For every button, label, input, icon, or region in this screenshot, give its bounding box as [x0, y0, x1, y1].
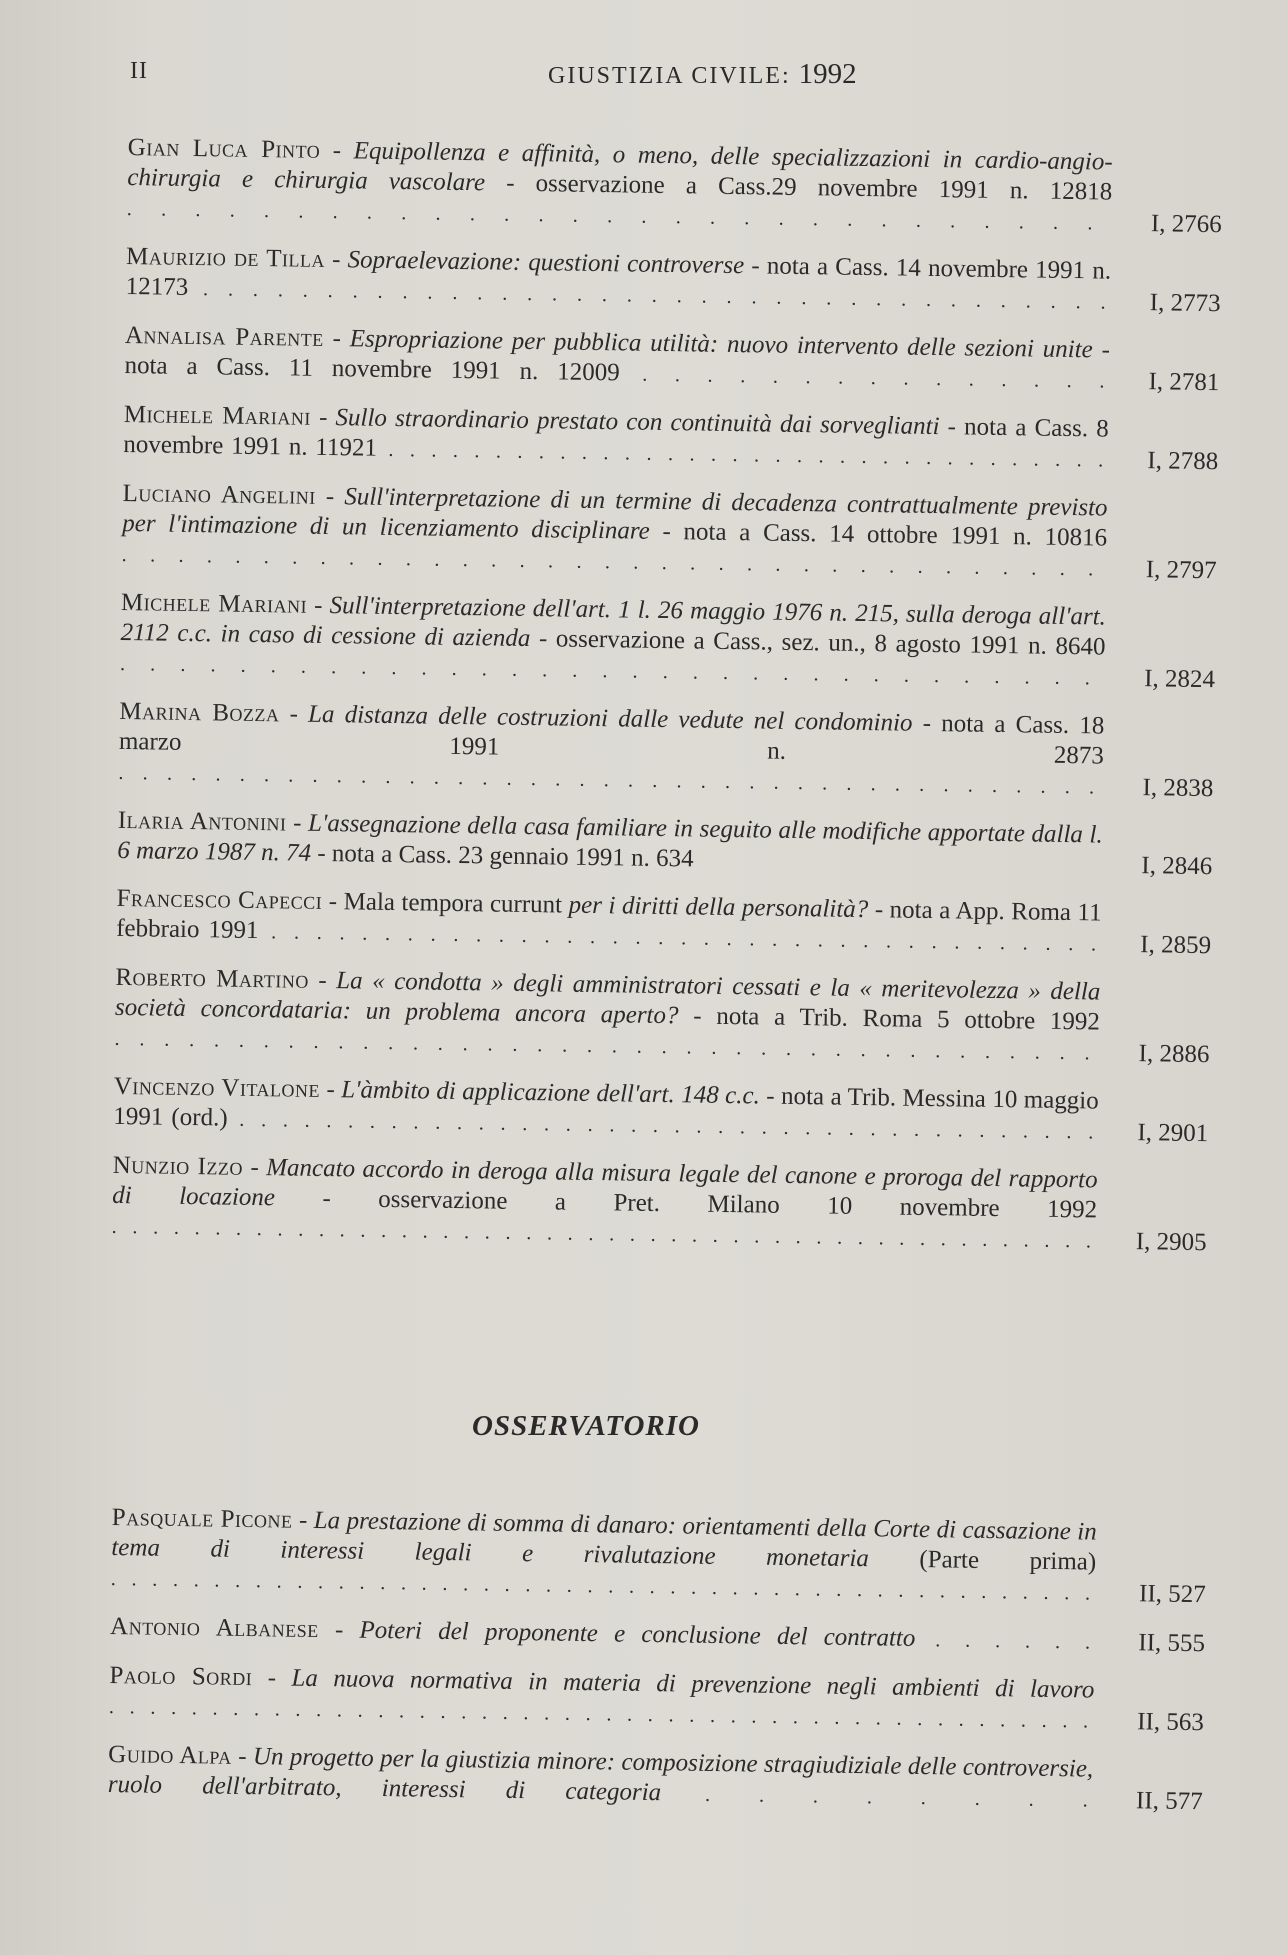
entry-title-upright: Mala tempora currunt	[343, 888, 569, 919]
dot-leader: . . . . . . . . . . . . . . . . . . . . . . . . . . . . . . . . . . . . . . . .	[114, 1027, 1095, 1065]
entry-author: Ilaria Antonini	[117, 806, 287, 837]
osservatorio-contents	[107, 1503, 1242, 1836]
entry-title: Mancato accordo in deroga alla misura legale del canone e proroga del rapporto di locazione	[112, 1154, 1098, 1212]
entry-text	[114, 963, 1100, 1069]
entry-separator: -	[310, 403, 336, 432]
entry-text	[117, 806, 1103, 881]
page-reference	[1103, 773, 1213, 805]
page-reference	[1110, 288, 1220, 320]
page-reference	[1095, 1628, 1205, 1660]
entry-separator: -	[292, 1506, 314, 1534]
entry-separator: -	[318, 1616, 360, 1644]
dot-leader: . . . . . .	[915, 1628, 1096, 1654]
dot-leader: . . . . . . . . . . . . . . . . . . . . . . . . . . . . . . . . . .	[376, 438, 1109, 472]
entry-author: Vincenzo Vitalone	[113, 1072, 321, 1103]
page-ref-number: 2773	[1170, 289, 1221, 318]
entry-text	[124, 321, 1110, 397]
page-ref-number: 2766	[1171, 210, 1222, 239]
entry-separator: -	[320, 136, 354, 165]
page-reference	[1096, 1226, 1206, 1258]
volume: I,	[1140, 931, 1156, 959]
dot-leader: . . . . . . . . . . . . . . . . . . . . . . . . . . . . . . . . . . . . . . . . . . . . . . . .	[110, 1567, 1096, 1605]
entry-text	[112, 1151, 1098, 1257]
dot-leader: . . . . . . . . . . . . . . . . . . . . . . . . . . . . . . . . . . . . . . . . .	[118, 761, 1100, 799]
entry-citation: - osservazione a Cass., sez. un., 8 agosto 1991 n. 8640	[530, 625, 1106, 661]
entry-title: L'assegnazione della casa familiare in seguito alle modifiche apportate dalla l. 6 marzo 1987 n. 74	[117, 809, 1103, 867]
page-reference	[1101, 930, 1211, 962]
entry-title: Sull'interpretazione dell'art. 1 l. 26 maggio 1976 n. 215, sulla deroga all'art. 2112 c.c. in caso di cessione di azienda	[120, 592, 1107, 653]
page-ref-number: 2905	[1156, 1228, 1207, 1257]
entry-text	[109, 1661, 1095, 1737]
volume: I,	[1149, 289, 1165, 317]
entry-title: Equipollenza e affinità, o meno, delle specializzazioni in cardio-angio-chirurgia e chirurgia vascolare	[127, 137, 1113, 197]
entry-citation: - nota a Cass. 11 novembre 1991 n. 12009	[124, 336, 1111, 387]
entry-title: Espropriazione per pubblica utilità: nuovo intervento delle sezioni unite	[349, 325, 1093, 364]
entry-title: La nuova normativa in materia di prevenzione negli ambienti di lavoro	[291, 1664, 1095, 1704]
dot-leader: . . . . . . . . . . . . . . . . . . . . . . . . . . . . . . . . . . . . . . . . . . . . . . . .	[111, 1215, 1097, 1253]
page-reference	[1092, 1786, 1202, 1818]
entry-text	[127, 133, 1113, 239]
dot-leader: . . . . . . . . . . . . . . . . . . . . . . . . . . . . . . . . . . . . .	[258, 921, 1102, 956]
toc-entry	[120, 588, 1251, 696]
entry-citation: - nota a Cass. 23 gennaio 1991 n. 634	[310, 839, 694, 873]
page-ref-number: 2886	[1159, 1040, 1210, 1069]
toc-entry	[122, 479, 1253, 587]
entry-text	[110, 1612, 1095, 1658]
dot-leader: . . . . . . . . . . . . . . . . . . . . . . . . . . . . .	[126, 197, 1098, 235]
entry-title: per i diritti della personalità?	[568, 891, 869, 924]
entry-citation: - nota a Cass. 14 novembre 1991 n. 12173	[125, 252, 1112, 301]
entry-author: Francesco Capecci	[116, 884, 323, 915]
entry-citation: - nota a Trib. Roma 5 ottobre 1992	[678, 1002, 1101, 1036]
volume: I,	[1142, 774, 1158, 802]
entry-title: La distanza delle costruzioni dalle vedute nel condominio	[307, 700, 913, 737]
entry-title: Sullo straordinario prestato con continuità dai sorveglianti	[335, 404, 940, 441]
page-ref-number: 555	[1167, 1629, 1206, 1658]
toc-entry	[118, 697, 1249, 805]
page-reference	[1112, 209, 1222, 241]
toc-entry	[109, 1661, 1240, 1739]
volume: I,	[1147, 447, 1163, 475]
entry-text	[123, 400, 1109, 476]
toc-entry	[123, 400, 1254, 478]
toc-entry	[117, 806, 1248, 883]
toc-entry	[125, 242, 1256, 320]
entry-text	[116, 884, 1102, 960]
page-ref-number: 563	[1166, 1708, 1205, 1737]
toc-entry	[124, 321, 1255, 399]
entry-author: Paolo Sordi	[109, 1661, 253, 1692]
volume: I,	[1148, 368, 1164, 396]
entry-author: Gian Luca Pinto	[127, 133, 321, 164]
entry-separator: -	[308, 966, 337, 995]
entry-separator: -	[315, 482, 345, 511]
entry-citation: - osservazione a Pret. Milano 10 novembre 1992	[274, 1184, 1098, 1224]
entry-title: L'àmbito di applicazione dell'art. 148 c.c.	[341, 1076, 761, 1110]
volume: I,	[1135, 1228, 1151, 1256]
entry-text	[118, 697, 1104, 803]
toc-entry	[111, 1503, 1242, 1611]
entry-separator: -	[306, 591, 330, 620]
page-ref-number: 527	[1168, 1580, 1206, 1609]
entry-title: Un progetto per la giustizia minore: composizione stragiudiziale delle controversie, ruolo dell'arbitrato, interessi di categoria	[107, 1743, 1094, 1807]
entry-separator: -	[324, 245, 348, 274]
page-ref-number: 2901	[1158, 1119, 1209, 1148]
page-reference	[1098, 1118, 1208, 1150]
dot-leader: . . . . . . . . . . . . . . . . . . . . . . . . . . . . . . . . .	[119, 652, 1096, 690]
entry-author: Pasquale Picone	[111, 1503, 293, 1534]
entry-author: Nunzio Izzo	[112, 1151, 244, 1181]
entry-author: Roberto Martino	[115, 963, 310, 994]
entry-separator: -	[319, 1075, 342, 1104]
toc-entry	[116, 884, 1247, 962]
table-of-contents	[111, 133, 1258, 1277]
entry-title: La « condotta » degli amministratori cessati e la « meritevolezza » della società concordataria: un problema ancora aperto?	[114, 967, 1101, 1030]
page-ref-number: 577	[1164, 1787, 1203, 1816]
dot-leader: . . . . . . . . . . . . . . . . . . . . . . . . . . . . . . . . . . . . . . . .	[227, 1108, 1099, 1144]
entry-separator: -	[322, 887, 344, 916]
entry-title: Sopraelevazione: questioni controverse	[347, 246, 745, 280]
toc-entry	[108, 1740, 1239, 1818]
entry-title: Poteri del proponente e conclusione del contratto	[359, 1616, 916, 1652]
entry-author: Maurizio de Tilla	[125, 242, 326, 273]
entry-citation: - nota a Cass. 18 marzo 1991 n. 2873	[118, 709, 1105, 770]
page-reference	[1108, 446, 1218, 478]
page-ref-number: 2797	[1166, 556, 1217, 585]
journal-title: GIUSTIZIA CIVILE:	[548, 63, 791, 89]
page-ref-number: 2859	[1160, 931, 1212, 960]
volume: II,	[1138, 1629, 1162, 1657]
entry-author: Antonio Albanese	[109, 1612, 319, 1644]
section-heading: OSSERVATORIO	[472, 1410, 700, 1442]
page-ref-number: 2838	[1163, 774, 1214, 803]
page-reference	[1099, 1039, 1209, 1071]
running-header	[548, 58, 857, 91]
entry-author: Luciano Angelini	[122, 479, 316, 510]
entry-text	[108, 1740, 1094, 1816]
entry-text	[122, 479, 1108, 585]
entry-separator: -	[286, 809, 309, 837]
page-ref-number: 2788	[1168, 447, 1219, 476]
entry-text	[120, 588, 1106, 694]
page-reference	[1109, 367, 1219, 399]
page-number: II	[130, 58, 148, 84]
dot-leader: . . . . . . . . . . . . . . . . . . . . . . . . . . . . . . . . . . . . . . . . . . . . . . . .	[108, 1695, 1094, 1733]
page-reference	[1102, 851, 1212, 883]
dot-leader: . . . . . . . . . . . . . . . . . . . . . . . . . . . . . . . . . . . . .	[188, 277, 1111, 314]
entry-separator: -	[279, 700, 309, 728]
entry-text	[125, 242, 1111, 318]
volume: I,	[1141, 852, 1157, 880]
entry-citation: - nota a Cass. 8 novembre 1991 n. 11921	[123, 413, 1109, 462]
entry-title: La prestazione di somma di danaro: orientamenti della Corte di cassazione in tema di interessi legali e rivalutazione monetaria	[111, 1506, 1097, 1573]
volume: I,	[1145, 556, 1161, 584]
entry-separator: -	[323, 324, 350, 353]
entry-author: Marina Bozza	[119, 697, 280, 728]
volume: I,	[1138, 1040, 1154, 1068]
dot-leader: . . . . . . . .	[660, 1783, 1093, 1812]
entry-citation: - nota a Trib. Messina 10 maggio 1991 (ord.)	[113, 1082, 1099, 1132]
page-reference	[1105, 664, 1215, 696]
entry-title: Sull'interpretazione di un termine di decadenza contrattualmente previsto per l'intimazione di un licenziamento disciplinare	[122, 483, 1108, 545]
entry-citation: (Parte prima)	[868, 1545, 1097, 1576]
volume: II,	[1137, 1708, 1161, 1736]
entry-separator: -	[231, 1742, 254, 1771]
entry-author: Michele Mariani	[123, 400, 312, 431]
entry-text	[113, 1072, 1099, 1148]
entry-text	[111, 1503, 1097, 1609]
volume: I,	[1143, 665, 1159, 693]
page-reference	[1096, 1579, 1206, 1611]
page-reference	[1106, 555, 1216, 587]
page-ref-number: 2781	[1169, 368, 1220, 397]
journal-year: 1992	[798, 58, 857, 90]
entry-author: Michele Mariani	[120, 588, 308, 619]
entry-author: Annalisa Parente	[124, 321, 324, 352]
dot-leader: . . . . . . . . . . . . . . .	[619, 363, 1110, 393]
page-reference	[1094, 1707, 1204, 1739]
volume: I,	[1150, 210, 1166, 238]
page-ref-number: 2824	[1164, 665, 1216, 694]
entry-separator: -	[252, 1664, 292, 1692]
toc-entry	[113, 1072, 1244, 1150]
page-ref-number: 2846	[1162, 852, 1213, 881]
entry-citation: - osservazione a Cass.29 novembre 1991 n. 12818	[484, 169, 1113, 206]
dot-leader: . . . . . . . . . . . . . . . . . . . . . . . . . . . . . . . . . . .	[121, 543, 1099, 581]
entry-author: Guido Alpa	[108, 1740, 232, 1770]
entry-separator: -	[242, 1153, 267, 1182]
toc-entry	[114, 963, 1245, 1071]
volume: II,	[1138, 1580, 1163, 1608]
entry-citation: - nota a Cass. 14 ottobre 1991 n. 10816	[649, 517, 1108, 552]
toc-entry	[110, 1612, 1240, 1660]
volume: I,	[1137, 1119, 1153, 1147]
entry-citation: - nota a App. Roma 11 febbraio 1991	[115, 896, 1102, 945]
volume: II,	[1135, 1787, 1160, 1815]
toc-entry	[127, 133, 1258, 241]
toc-entry	[112, 1151, 1243, 1259]
